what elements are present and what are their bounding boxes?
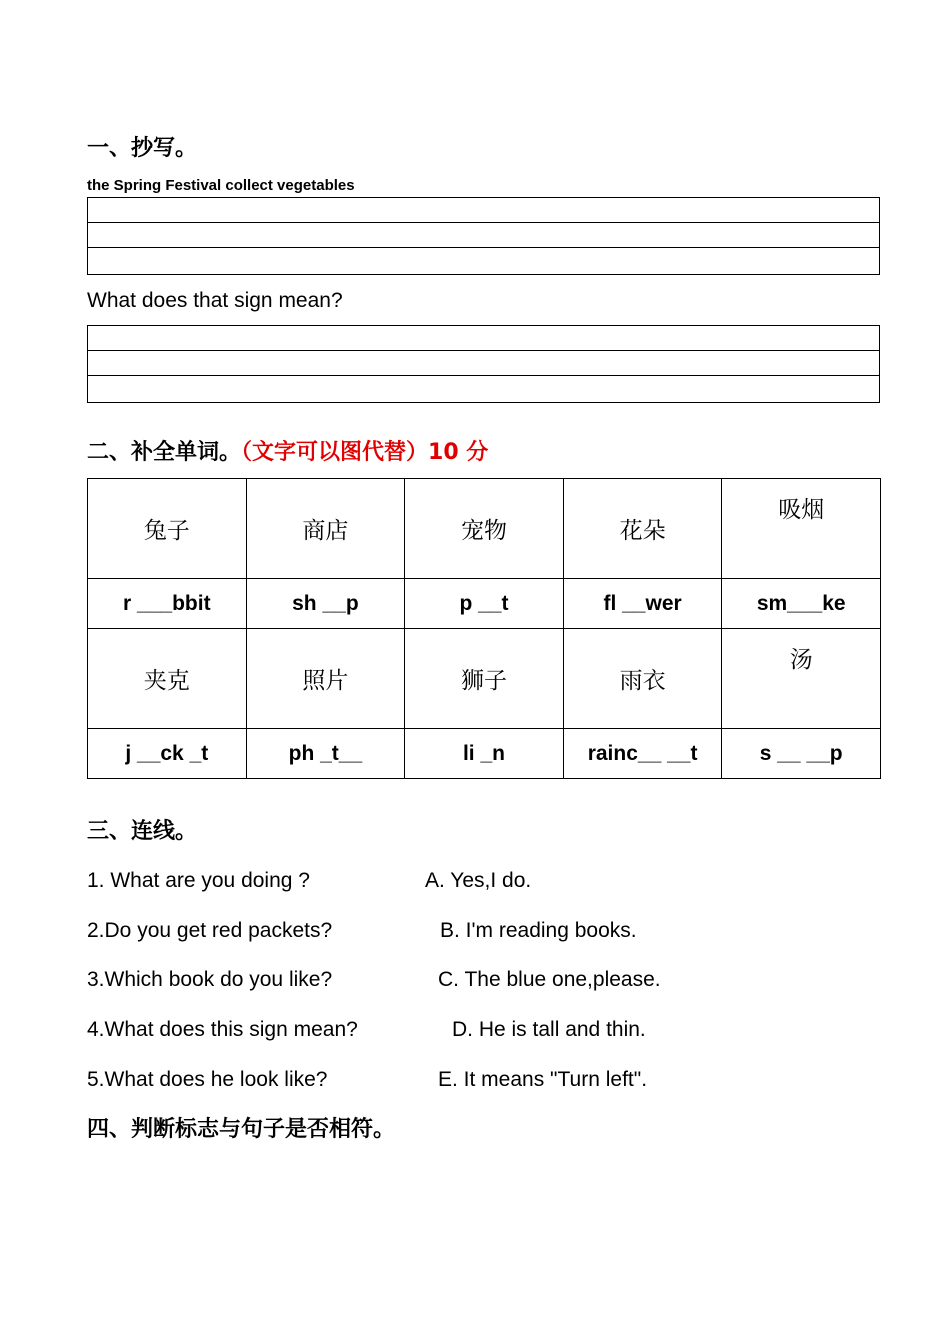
copy-phrase: the Spring Festival collect vegetables bbox=[87, 177, 355, 194]
match-answer[interactable]: D. He is tall and thin. bbox=[452, 1018, 646, 1041]
table-row[interactable] bbox=[88, 579, 881, 629]
table-row bbox=[88, 479, 881, 579]
copy-question: What does that sign mean? bbox=[87, 289, 343, 312]
section-2-title: 二、补全单词。 bbox=[87, 440, 242, 465]
writing-line[interactable] bbox=[88, 198, 879, 223]
writing-line[interactable] bbox=[88, 326, 879, 351]
match-question[interactable]: 5.What does he look like? bbox=[87, 1068, 328, 1091]
fill-word[interactable]: sh __p bbox=[246, 579, 405, 629]
word-completion-table bbox=[87, 478, 881, 779]
chinese-word: 兔子 bbox=[88, 479, 247, 579]
chinese-word: 夹克 bbox=[88, 629, 247, 729]
fill-word[interactable]: sm___ke bbox=[722, 579, 881, 629]
fill-word[interactable]: p __t bbox=[405, 579, 564, 629]
match-answer[interactable]: C. The blue one,please. bbox=[438, 968, 661, 991]
chinese-word: 商店 bbox=[246, 479, 405, 579]
chinese-word: 照片 bbox=[246, 629, 405, 729]
fill-word[interactable]: s __ __p bbox=[722, 729, 881, 779]
writing-line[interactable] bbox=[88, 376, 879, 401]
writing-line[interactable] bbox=[88, 223, 879, 248]
writing-lines-2[interactable] bbox=[87, 325, 880, 403]
chinese-word: 狮子 bbox=[405, 629, 564, 729]
match-question[interactable]: 2.Do you get red packets? bbox=[87, 919, 333, 942]
section-2-heading bbox=[87, 439, 488, 467]
section-1-heading: 一、抄写。 bbox=[87, 136, 198, 161]
fill-word[interactable]: li _n bbox=[405, 729, 564, 779]
writing-lines-1[interactable] bbox=[87, 197, 880, 275]
section-4-heading: 四、判断标志与句子是否相符。 bbox=[87, 1117, 396, 1142]
writing-line[interactable] bbox=[88, 248, 879, 273]
table-row[interactable] bbox=[88, 729, 881, 779]
writing-line[interactable] bbox=[88, 351, 879, 376]
section-2-note: （文字可以图代替）10 分 bbox=[241, 440, 489, 465]
section-3-heading: 三、连线。 bbox=[87, 819, 198, 844]
match-question[interactable]: 4.What does this sign mean? bbox=[87, 1018, 358, 1041]
match-question[interactable]: 3.Which book do you like? bbox=[87, 968, 333, 991]
match-answer[interactable]: B. I'm reading books. bbox=[440, 919, 637, 942]
chinese-word: 宠物 bbox=[405, 479, 564, 579]
fill-word[interactable]: j __ck _t bbox=[88, 729, 247, 779]
table-row bbox=[88, 629, 881, 729]
chinese-word: 雨衣 bbox=[563, 629, 722, 729]
match-answer[interactable]: A. Yes,I do. bbox=[425, 869, 532, 892]
fill-word[interactable]: fl __wer bbox=[563, 579, 722, 629]
chinese-word: 汤 bbox=[722, 629, 881, 729]
match-question[interactable]: 1. What are you doing ? bbox=[87, 869, 310, 892]
chinese-word: 花朵 bbox=[563, 479, 722, 579]
fill-word[interactable]: r ___bbit bbox=[88, 579, 247, 629]
fill-word[interactable]: rainc__ __t bbox=[563, 729, 722, 779]
chinese-word: 吸烟 bbox=[722, 479, 881, 579]
fill-word[interactable]: ph _t__ bbox=[246, 729, 405, 779]
match-answer[interactable]: E. It means "Turn left". bbox=[438, 1068, 648, 1091]
